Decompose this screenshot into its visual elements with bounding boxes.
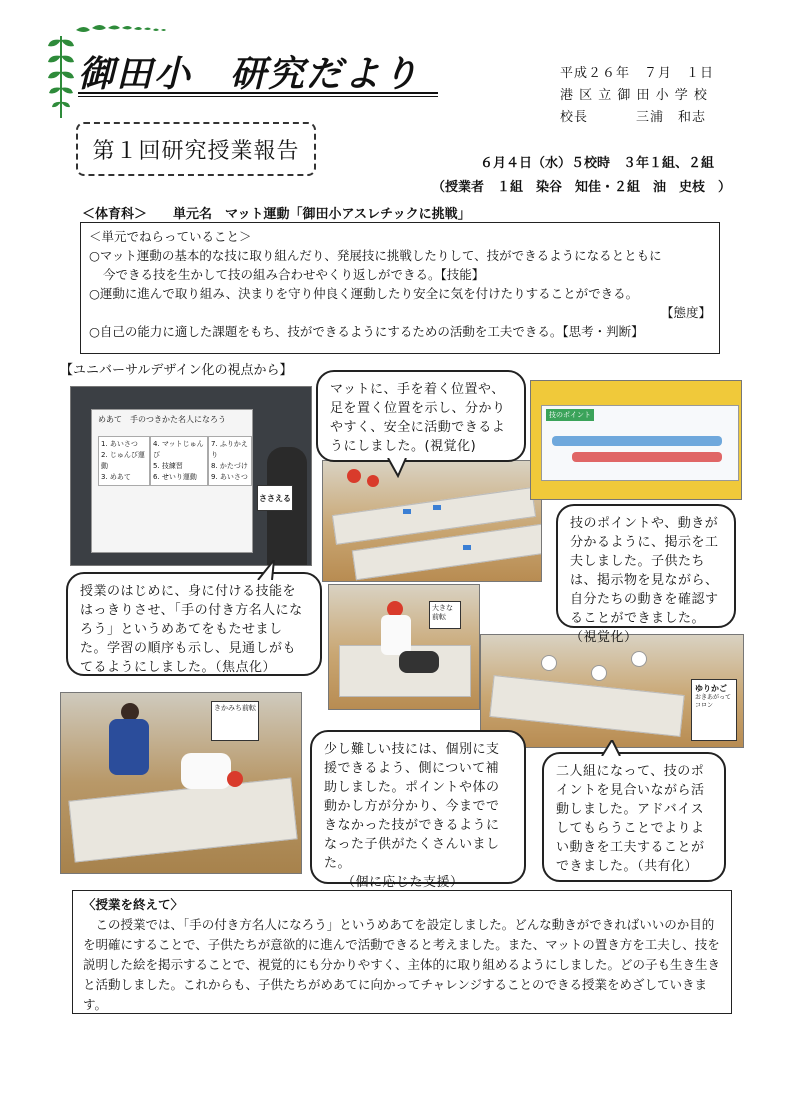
lesson-teachers: （授業者 １組 染谷 知佳・２組 油 史枝 ）	[432, 180, 732, 195]
bubble-tail-1	[386, 458, 410, 478]
photo-poster	[530, 380, 742, 500]
title-underline	[78, 92, 438, 94]
board-item: 9. あいさつ	[211, 473, 248, 481]
sign-cradle: ゆりかご	[695, 684, 727, 693]
bubble-goal-setting-text: 授業のはじめに、身に付ける技能をはっきりさせ、「手の付き方名人になろう」というめあてをもたせました。学習の順序も示し、見通しがもてるようにしました。（焦点化）	[80, 584, 303, 675]
bubble-tail-3	[254, 560, 280, 580]
board-item: 1. あいさつ	[101, 440, 138, 448]
board-item: 5. 技練習	[153, 462, 183, 470]
bubble-individual-support-tag: （個に応じた支援）	[342, 875, 464, 890]
principal-name: 三浦 和志	[636, 110, 707, 125]
board-item: 2. じゅんび運動	[101, 451, 145, 470]
report-title: 第１回研究授業報告	[76, 122, 316, 176]
bubble-pairs	[542, 752, 726, 882]
bubble-poster	[556, 504, 736, 645]
bubble-mat-markers	[316, 370, 526, 462]
bubble-goal-setting	[66, 572, 322, 676]
photo-children-roll	[328, 584, 480, 710]
poster-label: 技のポイント	[546, 409, 594, 421]
goal-2-tag: 【態度】	[660, 305, 711, 320]
photo-board-lesson	[70, 386, 312, 566]
principal-label: 校長	[560, 110, 589, 125]
closing-text: この授業では、「手の付き方名人になろう」というめあてを設定しました。どんな動きができればいいのか目的を明確にすることで、子供たちが意欲的に進んで活動できると考えました。また、マットの置き方を工夫し、技を説明した絵を掲示することで、視覚的にも分かりやすく、主体的に取り組めるようにしました。どの子も生き生きと活動しました。これからも、子供たちがめあてに向かってチャレンジすることのできる授業をめざしていきます。	[83, 917, 721, 1012]
photo-mats-markers	[322, 460, 542, 582]
board-item: 8. かたづけ	[211, 462, 248, 470]
bubble-individual-support	[310, 730, 526, 890]
goal-3: ○自己の能力に適した課題をもち、技ができるようにするための活動を工夫できる。【思考・判断】	[89, 324, 644, 339]
board-item: 7. ふりかえり	[211, 440, 248, 459]
board-title: めあて 手のつきかた名人になろう	[98, 415, 226, 424]
card-label: ささえる	[257, 485, 293, 511]
bubble-poster-text: 技のポイントや、動きが分かるように、掲示を工夫しました。子供たちは、掲示物を見ながら、自分たちの動きを確認することができました。（視覚化）	[570, 516, 719, 645]
bubble-individual-support-text: 少し難しい技には、個別に支援できるよう、側について補助しました。ポイントや体の動かし方が分かり、今までできなかった技ができるようになった子供がたくさんいました。	[324, 742, 500, 871]
board-item: 6. せいり運動	[153, 473, 197, 481]
school-name: 港 区 立 御 田 小 学 校	[560, 88, 708, 103]
goal-1: ○マット運動の基本的な技に取り組んだり、発展技に挑戦したりして、技ができるようになるとともに	[89, 248, 662, 263]
page-title: 御田小 研究だより	[78, 53, 421, 95]
goals-heading: ＜単元でねらっていること＞	[89, 229, 252, 244]
sign-forward-roll: きかみち前転	[211, 701, 259, 741]
sign-cradle-sub: おきあがって コロン	[695, 694, 738, 709]
title-underline-thin	[78, 96, 438, 97]
photo-individual-support	[60, 692, 302, 874]
lesson-subject: ＜体育科＞ 単元名 マット運動「御田小アスレチックに挑戦」	[82, 207, 471, 222]
closing-box	[72, 890, 732, 1014]
goal-1-cont: 今できる技を生かして技の組み合わせやくり返しができる。【技能】	[103, 267, 485, 282]
sign-big-forward-roll: 大きな前転	[429, 601, 461, 629]
bubble-tail-5	[600, 740, 624, 756]
goal-2: ○運動に進んで取り組み、決まりを守り仲良く運動したり安全に気を付けたりすることができる。	[89, 286, 639, 301]
bubble-pairs-text: 二人組になって、技のポイントを見合いながら活動しました。アドバイスしてもらうことでよりよい動きを工夫することができました。（共有化）	[556, 764, 705, 874]
issue-date: 平成２６年 ７月 １日	[560, 66, 715, 81]
lesson-date: ６月４日（水）５校時 ３年１組、２組	[480, 156, 715, 171]
goals-box	[80, 222, 720, 354]
closing-heading: 〈授業を終えて〉	[83, 897, 184, 912]
board-item: 3. めあて	[101, 473, 131, 481]
photo-pairs	[480, 634, 744, 748]
ud-section-label: 【ユニバーサルデザイン化の視点から】	[60, 363, 293, 378]
bubble-mat-markers-text: マットに、手を着く位置や、足を置く位置を示し、分かりやすく、安全に活動できるようにしました。(視覚化)	[330, 382, 506, 454]
board-item: 4. マットじゅんび	[153, 440, 204, 459]
